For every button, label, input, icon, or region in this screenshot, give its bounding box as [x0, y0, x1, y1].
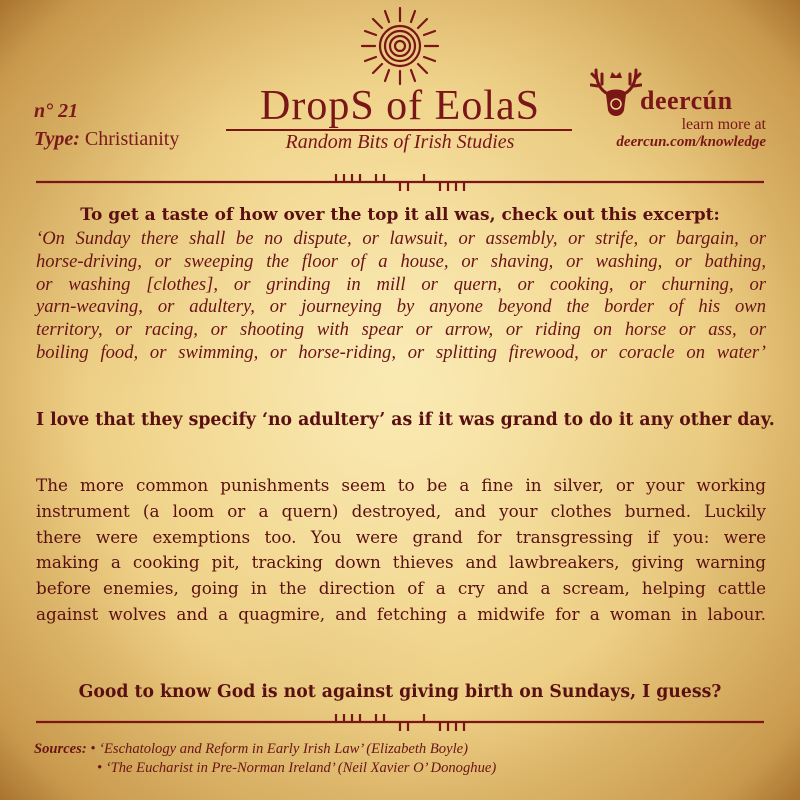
paragraph-line: against wolves and a quagmire, and fetching a midwife for a woman in labour.	[36, 603, 766, 624]
source-item: • ‘Eschatology and Reform in Early Irish Law’ (Elizabeth Boyle)	[90, 741, 468, 757]
punishments-paragraph	[36, 473, 766, 628]
excerpt-line: horse-driving, or sweeping the floor of a house, or shaving, or washing, or bathing,	[36, 250, 766, 272]
source-item: • ‘The Eucharist in Pre-Norman Ireland’ (Neil Xavier O’ Donoghue)	[97, 760, 497, 776]
paragraph-line: before enemies, going in the direction of a cry and a scream, helping cattle	[36, 578, 766, 599]
excerpt-line: boiling food, or swimming, or horse-riding, or splitting firewood, or coracle on water’	[36, 341, 766, 363]
intro-text: To get a taste of how over the top it all was, check out this excerpt:	[80, 205, 720, 225]
website-link[interactable]: deercun.com/knowledge	[616, 134, 766, 150]
sources-list	[34, 740, 496, 778]
ogham-divider-icon	[36, 172, 764, 192]
paragraph-line: instrument (a loom or a quern) destroyed, and your clothes burned. Luckily	[36, 500, 766, 521]
page-subtitle: Random Bits of Irish Studies	[285, 131, 515, 153]
excerpt-line: or washing [clothes], or grinding in mill or quern, or cooking, or churning, or	[36, 273, 766, 295]
closing-text: Good to know God is not against giving birth on Sundays, I guess?	[78, 682, 722, 702]
type-label: Type:	[34, 128, 80, 150]
brand-name: deercún	[640, 86, 733, 115]
page-title: DropS of EolaS	[260, 83, 540, 129]
type-value: Christianity	[84, 128, 180, 150]
excerpt-quote	[36, 228, 766, 365]
paragraph-line: there were exemptions too. You were grand for transgressing if you: were	[36, 526, 766, 547]
drop-number: n° 21	[34, 100, 79, 122]
deer-antler-logo-icon	[590, 64, 642, 124]
adultery-comment: I love that they specify ‘no adultery’ as if it was grand to do it any other day.	[36, 410, 775, 430]
spiral-sun-icon	[360, 6, 440, 86]
excerpt-line: yarn-weaving, or adultery, or journeying by anyone beyond the border of his own	[36, 296, 766, 318]
paragraph-line: making a cooking pit, tracking down thieves and lawbreakers, giving warning	[36, 552, 766, 573]
ogham-divider-icon	[36, 712, 764, 732]
learn-more-text: learn more at	[681, 116, 766, 133]
excerpt-line: territory, or racing, or shooting with spear or arrow, or riding on horse or ass, or	[36, 319, 766, 341]
excerpt-line: ‘On Sunday there shall be no dispute, or lawsuit, or assembly, or strife, or bargain, or	[36, 228, 766, 249]
paragraph-line: The more common punishments seem to be a fine in silver, or your working	[36, 475, 766, 495]
sources-label: Sources:	[34, 741, 87, 757]
